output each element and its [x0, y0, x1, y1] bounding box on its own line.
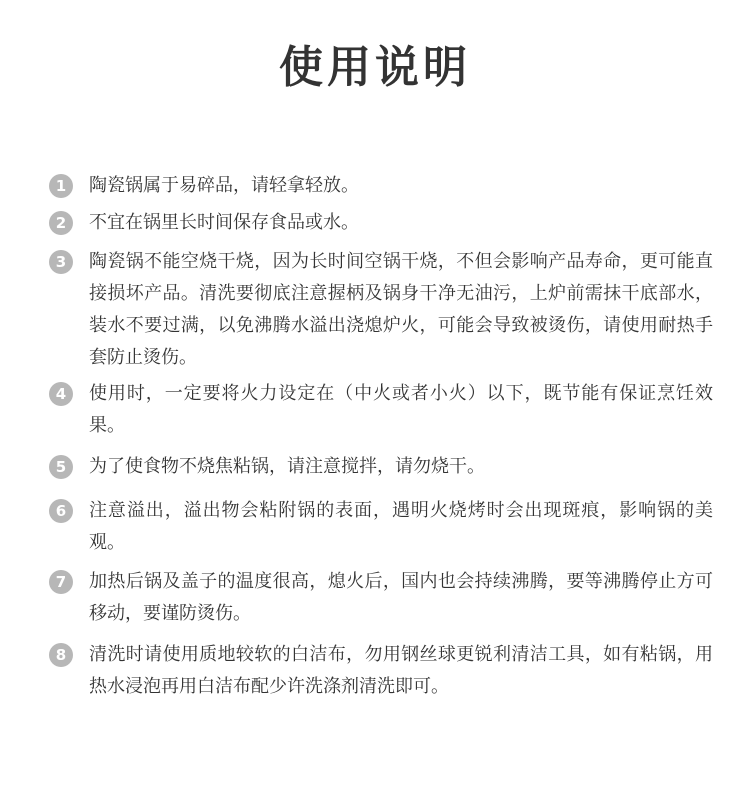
number-badge: 5 [49, 455, 73, 479]
list-item [49, 451, 713, 483]
number-badge: 4 [49, 382, 73, 406]
item-text: 陶瓷锅不能空烧干烧，因为长时间空锅干烧，不但会影响产品寿命，更可能直接损坏产品。清洗要彻底注意握柄及锅身干净无油污，上炉前需抹干底部水，装水不要过满，以免沸腾水溢出浇熄炉火，可能会导致被烫伤，请使用耐热手套防止烫伤。 [89, 251, 713, 368]
list-item [49, 566, 713, 630]
page-title: 使用说明 [279, 42, 471, 93]
number-badge: 8 [49, 643, 73, 667]
list-item [49, 207, 713, 239]
list-item [49, 378, 713, 442]
item-text: 注意溢出，溢出物会粘附锅的表面，遇明火烧烤时会出现斑痕，影响锅的美观。 [89, 500, 713, 553]
list-item [49, 639, 713, 703]
item-text: 使用时，一定要将火力设定在（中火或者小火）以下，既节能有保证烹饪效果。 [89, 383, 713, 436]
number-badge: 7 [49, 570, 73, 594]
item-text: 为了使食物不烧焦粘锅，请注意搅拌，请勿烧干。 [89, 456, 485, 477]
list-item [49, 246, 713, 374]
number-badge: 1 [49, 174, 73, 198]
item-text: 不宜在锅里长时间保存食品或水。 [89, 212, 359, 233]
item-text: 清洗时请使用质地较软的白洁布，勿用钢丝球更锐利清洁工具，如有粘锅，用热水浸泡再用白洁布配少许洗涤剂清洗即可。 [89, 644, 713, 697]
item-text: 加热后锅及盖子的温度很高，熄火后，国内也会持续沸腾，要等沸腾停止方可移动，要谨防烫伤。 [89, 571, 713, 624]
list-item [49, 170, 713, 202]
number-badge: 6 [49, 499, 73, 523]
item-text: 陶瓷锅属于易碎品，请轻拿轻放。 [89, 175, 359, 196]
number-badge: 3 [49, 250, 73, 274]
number-badge: 2 [49, 211, 73, 235]
list-item [49, 495, 713, 559]
